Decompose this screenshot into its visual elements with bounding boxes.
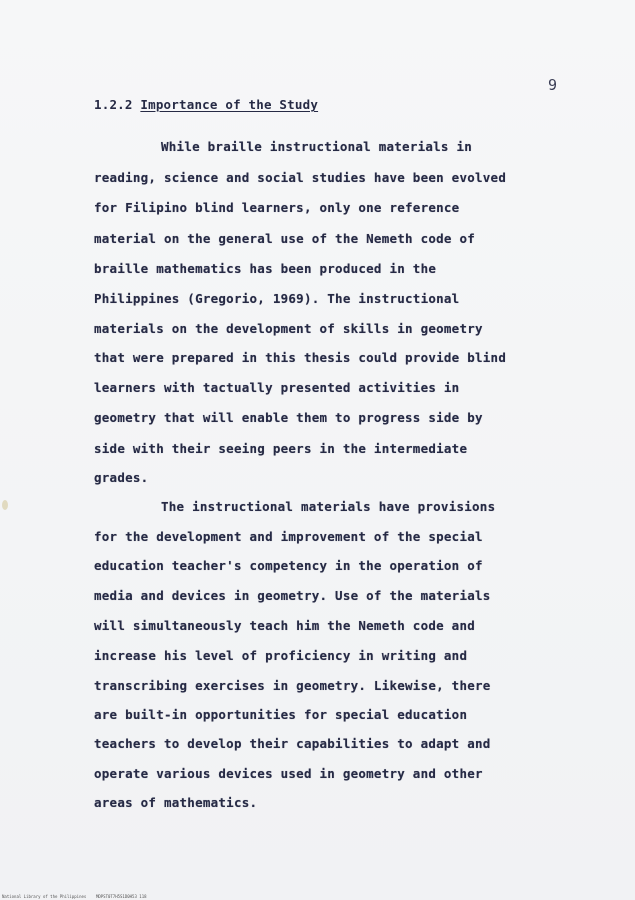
paragraph-line: media and devices in geometry. Use of the materials	[94, 588, 491, 603]
paragraph-line: transcribing exercises in geometry. Likewise, there	[94, 678, 491, 693]
paragraph-line: areas of mathematics.	[94, 795, 258, 810]
paragraph-line: that were prepared in this thesis could provide blind	[94, 350, 507, 365]
paragraph-line: for Filipino blind learners, only one reference	[94, 200, 460, 215]
section-heading	[94, 97, 318, 112]
paragraph-line: learners with tactually presented activities in	[94, 380, 460, 395]
footer-source: National Library of the Philippines	[2, 894, 87, 899]
paragraph-line: grades.	[94, 470, 149, 485]
paragraph-line: will simultaneously teach him the Nemeth code and	[94, 618, 476, 633]
paragraph-line: material on the general use of the Nemeth code of	[94, 231, 476, 246]
paragraph-line: for the development and improvement of the special	[94, 529, 483, 544]
paragraph-line: While braille instructional materials in	[161, 139, 473, 154]
paragraph-line: education teacher's competency in the operation of	[94, 558, 483, 573]
paragraph-line: Philippines (Gregorio, 1969). The instructional	[94, 291, 460, 306]
paper-mark	[2, 500, 8, 510]
section-title: Importance of the Study	[140, 97, 319, 112]
footer	[2, 894, 147, 899]
footer-code: MDPST0T7H5S1D0H53 118	[95, 894, 147, 899]
paragraph-line: The instructional materials have provisions	[161, 499, 496, 514]
paragraph-line: braille mathematics has been produced in the	[94, 261, 437, 276]
paragraph-line: increase his level of proficiency in writing and	[94, 648, 468, 663]
paragraph-line: geometry that will enable them to progress side by	[94, 410, 483, 425]
paragraph-line: side with their seeing peers in the intermediate	[94, 441, 468, 456]
paragraph-line: reading, science and social studies have been evolved	[94, 170, 507, 185]
paragraph-line: teachers to develop their capabilities to adapt and	[94, 736, 491, 751]
paragraph-line: operate various devices used in geometry and other	[94, 766, 483, 781]
page-number: 9	[548, 76, 558, 94]
paragraph-line: materials on the development of skills in geometry	[94, 321, 483, 336]
paragraph-line: are built-in opportunities for special education	[94, 707, 468, 722]
section-number: 1.2.2	[94, 97, 133, 112]
